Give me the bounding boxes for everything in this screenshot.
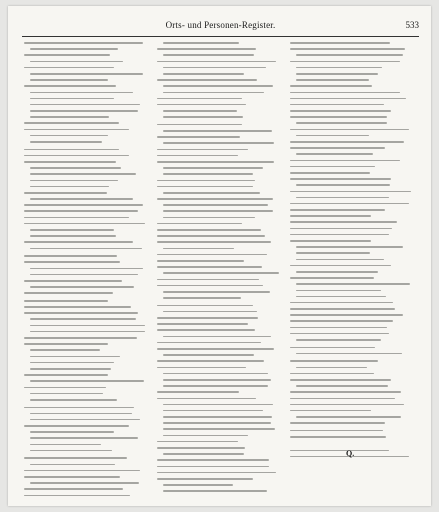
entry-line (30, 399, 117, 401)
entry-line (24, 192, 107, 194)
entry-line (24, 457, 127, 459)
entry-line (30, 173, 136, 175)
entry-line (163, 336, 271, 338)
entry-line (163, 404, 273, 406)
entry-line (296, 416, 401, 418)
entry-line (290, 160, 400, 162)
entry-line (24, 241, 133, 243)
entry-line (296, 184, 390, 186)
entry-line (157, 186, 253, 188)
register-page (8, 6, 431, 506)
entry-line (24, 387, 106, 389)
entry-line (290, 209, 385, 211)
entry-line (30, 268, 143, 270)
entry-line (290, 104, 384, 106)
entry-line (296, 153, 373, 155)
entry-line (290, 234, 389, 236)
entry-line (290, 141, 404, 143)
entry-line (157, 478, 253, 480)
entry-line (157, 472, 276, 474)
entry-line (24, 204, 143, 206)
entry-line (163, 204, 268, 206)
entry-line (30, 198, 133, 200)
entry-line (163, 142, 274, 144)
entry-line (163, 435, 248, 437)
entry-line (30, 482, 139, 484)
entry-line (163, 272, 279, 274)
index-column-left (24, 42, 146, 497)
entry-line (30, 48, 118, 50)
entry-line (157, 229, 261, 231)
entry-line (290, 391, 401, 393)
entry-line (24, 155, 129, 157)
page-number: 533 (405, 20, 419, 30)
entry-line (290, 404, 404, 406)
entry-line (296, 67, 382, 69)
entry-line (163, 54, 254, 56)
entry-line (24, 223, 145, 225)
entry-line (163, 373, 268, 375)
entry-line (163, 297, 241, 299)
entry-line (290, 430, 383, 432)
entry-line (30, 318, 136, 320)
index-column-right (290, 42, 412, 497)
entry-line (163, 130, 272, 132)
entry-line (290, 308, 395, 310)
entry-line (24, 476, 120, 478)
entry-line (30, 141, 102, 143)
entry-line (163, 385, 268, 387)
entry-line (163, 311, 257, 313)
entry-line (163, 42, 239, 44)
entry-line (157, 124, 242, 126)
entry-line (290, 265, 391, 267)
entry-line (24, 42, 143, 44)
entry-line (296, 339, 381, 341)
entry-line (290, 48, 405, 50)
index-column-middle (157, 42, 279, 497)
entry-line (24, 470, 140, 472)
entry-line (290, 42, 390, 44)
entry-line (290, 422, 385, 424)
entry-line (24, 425, 129, 427)
entry-line (296, 353, 402, 355)
entry-line (163, 210, 273, 212)
entry-line (24, 255, 117, 257)
entry-line (24, 54, 110, 56)
entry-line (290, 347, 375, 349)
entry-line (157, 305, 253, 307)
entry-line (30, 331, 145, 333)
entry-line (290, 228, 392, 230)
entry-line (24, 374, 108, 376)
entry-line (296, 246, 403, 248)
entry-line (30, 349, 100, 351)
entry-line (290, 129, 409, 131)
entry-line (24, 488, 123, 490)
entry-line (296, 296, 386, 298)
entry-line (30, 356, 120, 358)
entry-line (30, 368, 111, 370)
entry-line (290, 240, 371, 242)
entry-line (24, 149, 119, 151)
entry-line (157, 360, 264, 362)
entry-line (30, 362, 114, 364)
entry-line (157, 79, 257, 81)
entry-line (296, 283, 410, 285)
entry-line (157, 323, 248, 325)
entry-line (290, 302, 393, 304)
entry-line (157, 223, 242, 225)
entry-line (30, 98, 114, 100)
entry-line (296, 79, 369, 81)
entry-line (163, 410, 263, 412)
entry-line (290, 333, 389, 335)
entry-line (296, 197, 389, 199)
entry-line (163, 116, 243, 118)
entry-line (24, 312, 138, 314)
entry-line (157, 104, 246, 106)
entry-line (296, 122, 387, 124)
entry-line (290, 203, 409, 205)
entry-line (290, 379, 391, 381)
entry-line (163, 110, 237, 112)
entry-line (290, 314, 403, 316)
entry-line (296, 135, 369, 137)
entry-line (290, 360, 378, 362)
entry-line (157, 391, 239, 393)
entry-line (24, 306, 131, 308)
entry-line (24, 210, 138, 212)
entry-line (290, 98, 406, 100)
entry-line (30, 413, 132, 415)
entry-line (157, 342, 261, 344)
entry-line (157, 161, 274, 163)
entry-line (290, 373, 374, 375)
entry-line (157, 136, 240, 138)
entry-line (163, 217, 255, 219)
entry-line (24, 280, 122, 282)
entry-line (24, 292, 113, 294)
section-letter-heading: Q. (346, 449, 355, 458)
entry-line (30, 393, 103, 395)
entry-line (30, 167, 121, 169)
entry-line (30, 116, 109, 118)
entry-line (24, 122, 119, 124)
entry-line (290, 398, 395, 400)
entry-line (157, 367, 246, 369)
entry-line (290, 410, 371, 412)
entry-line (157, 198, 273, 200)
entry-line (157, 155, 238, 157)
entry-line (290, 172, 370, 174)
entry-line (290, 450, 389, 452)
entry-line (157, 398, 256, 400)
entry-line (290, 221, 397, 223)
entry-line (163, 484, 233, 486)
entry-line (296, 54, 403, 56)
entry-line (296, 252, 370, 254)
page-title: Orts- und Personen-Register. (165, 20, 276, 30)
entry-line (163, 416, 272, 418)
entry-line (30, 464, 115, 466)
entry-line (157, 447, 245, 449)
entry-line (157, 459, 269, 461)
entry-line (157, 149, 248, 151)
entry-line (24, 407, 134, 409)
entry-line (24, 337, 137, 339)
entry-line (30, 110, 138, 112)
entry-line (30, 73, 143, 75)
entry-line (30, 380, 144, 382)
entry-line (290, 92, 400, 94)
entry-line (157, 61, 276, 63)
entry-line (290, 116, 387, 118)
entry-line (24, 300, 108, 302)
entry-line (24, 161, 116, 163)
entry-line (30, 79, 108, 81)
entry-line (163, 379, 271, 381)
entry-line (296, 385, 388, 387)
entry-line (163, 92, 264, 94)
entry-line (30, 104, 140, 106)
entry-line (157, 235, 265, 237)
entry-line (163, 73, 244, 75)
entry-line (157, 317, 258, 319)
entry-line (296, 290, 381, 292)
entry-line (30, 135, 108, 137)
entry-line (30, 186, 109, 188)
entry-line (24, 343, 108, 345)
entry-line (163, 354, 254, 356)
entry-line (290, 215, 371, 217)
entry-line (157, 266, 262, 268)
entry-line (290, 320, 393, 322)
entry-line (30, 431, 114, 433)
entry-line (163, 428, 275, 430)
entry-line (163, 167, 263, 169)
entry-line (24, 495, 130, 497)
entry-line (290, 327, 387, 329)
entry-line (30, 437, 138, 439)
entry-line (290, 277, 374, 279)
entry-line (163, 422, 271, 424)
entry-line (157, 279, 259, 281)
entry-line (30, 61, 123, 63)
entry-line (30, 286, 134, 288)
entry-line (30, 92, 133, 94)
entry-line (157, 285, 263, 287)
entry-line (296, 367, 367, 369)
entry-line (30, 325, 145, 327)
entry-line (157, 466, 269, 468)
entry-line (24, 85, 116, 87)
entry-line (30, 235, 116, 237)
entry-line (290, 436, 386, 438)
entry-line (163, 453, 244, 455)
entry-line (157, 260, 244, 262)
entry-line (157, 329, 255, 331)
entry-line (290, 178, 391, 180)
entry-line (24, 67, 114, 69)
entry-line (24, 217, 129, 219)
entry-line (290, 191, 411, 193)
entry-line (30, 229, 114, 231)
entry-line (163, 85, 273, 87)
entry-line (290, 166, 375, 168)
entry-line (157, 180, 255, 182)
entry-line (163, 173, 253, 175)
entry-line (290, 61, 400, 63)
entry-line (30, 450, 112, 452)
entry-line (296, 259, 384, 261)
entry-line (30, 419, 140, 421)
entry-line (163, 67, 266, 69)
entry-line (157, 48, 256, 50)
entry-line (163, 490, 267, 492)
entry-line (290, 147, 385, 149)
entry-line (157, 254, 267, 256)
entry-line (24, 129, 129, 131)
entry-line (163, 192, 260, 194)
entry-line (296, 271, 378, 273)
entry-line (30, 274, 138, 276)
running-header (22, 20, 419, 34)
entry-line (290, 110, 391, 112)
entry-line (296, 73, 378, 75)
entry-line (157, 441, 238, 443)
entry-line (157, 241, 271, 243)
entry-line (30, 180, 118, 182)
entry-line (24, 261, 120, 263)
entry-line (163, 291, 270, 293)
header-rule (22, 36, 419, 37)
entry-line (157, 348, 274, 350)
entry-line (157, 98, 242, 100)
entry-line (163, 248, 234, 250)
entry-line (30, 248, 142, 250)
entry-line (290, 85, 372, 87)
entry-line (30, 444, 101, 446)
